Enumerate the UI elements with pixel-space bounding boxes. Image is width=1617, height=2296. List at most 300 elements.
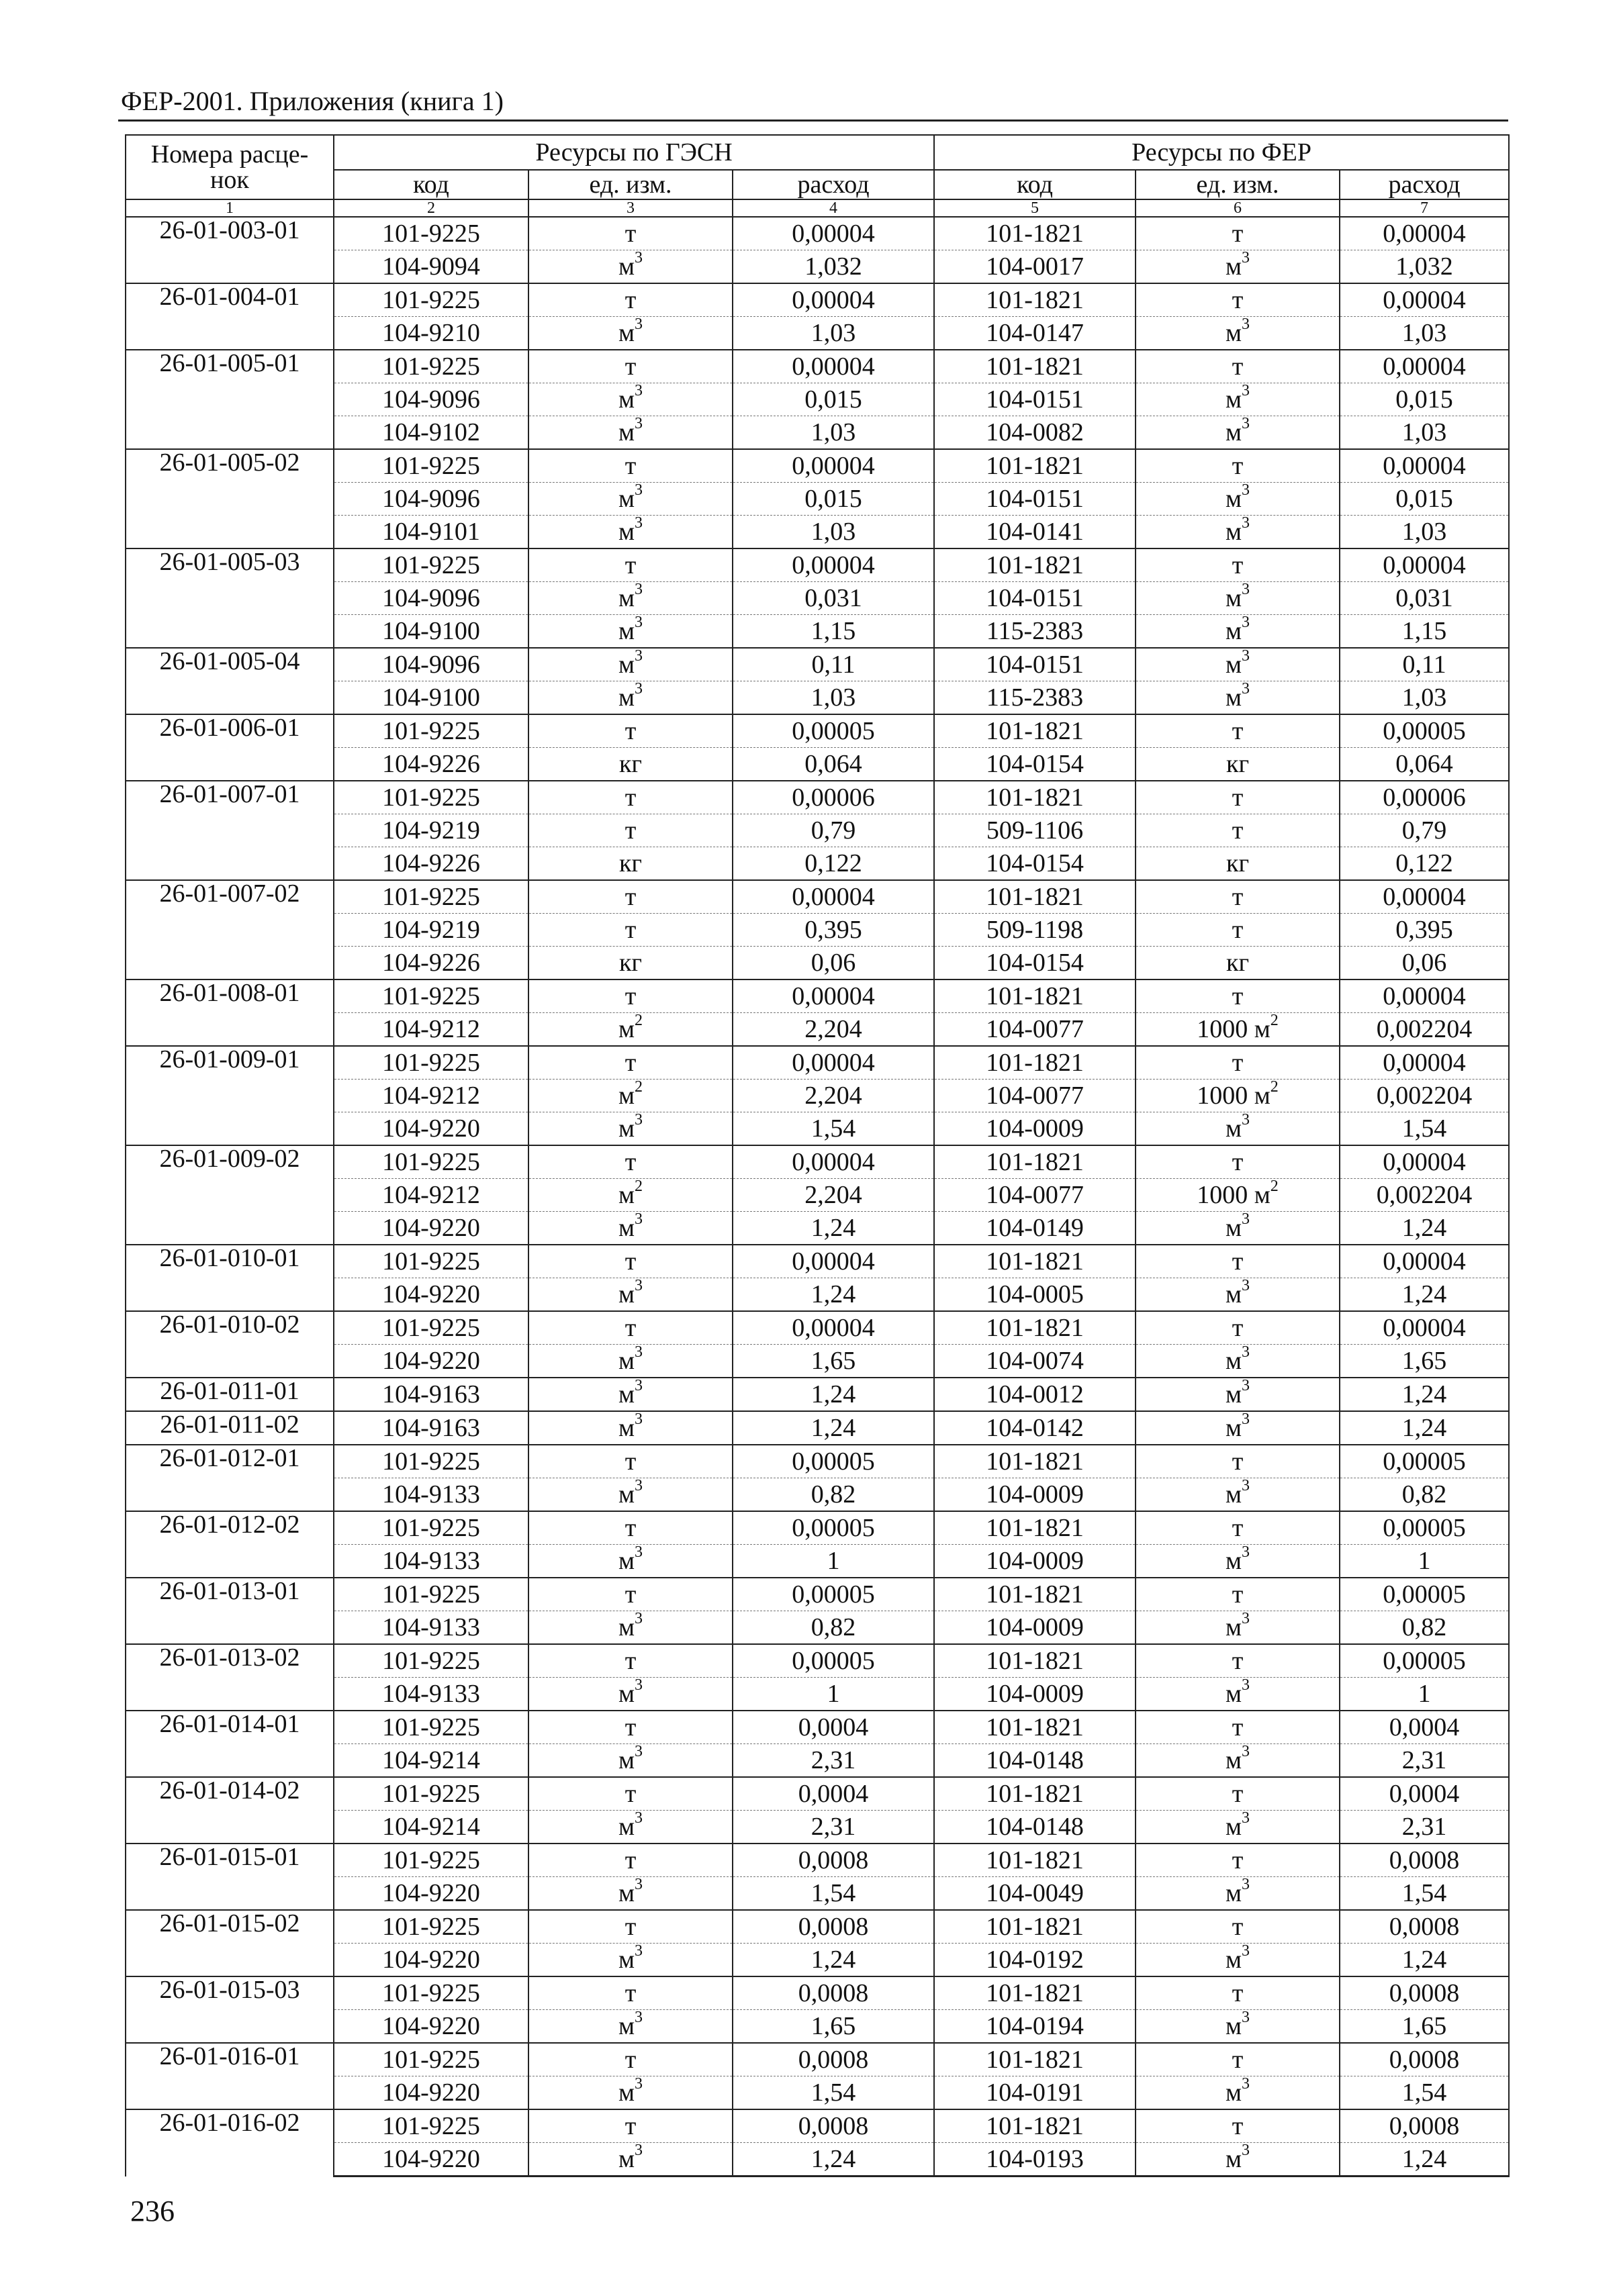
gesn-unit: т (528, 350, 733, 383)
gesn-code: 104-9226 (334, 847, 528, 881)
fer-code: 104-0151 (934, 648, 1136, 681)
fer-unit: $м^3$ (1136, 2143, 1340, 2177)
gesn-amount: 2,204 (733, 1080, 934, 1112)
gesn-code: 101-9225 (334, 1644, 528, 1678)
gesn-amount: 0,00005 (733, 714, 934, 748)
unit-exponent: 3 (1242, 2009, 1250, 2027)
fer-unit: т (1136, 1578, 1340, 1611)
fer-code: 104-0154 (934, 947, 1136, 980)
fer-code: 104-0149 (934, 1212, 1136, 1245)
fer-amount: 0,00004 (1340, 880, 1509, 914)
fer-amount: 1,24 (1340, 1411, 1509, 1445)
fer-code: 104-0151 (934, 582, 1136, 615)
gesn-code: 104-9214 (334, 1744, 528, 1778)
gesn-unit: $м^3$ (528, 1345, 733, 1378)
gesn-amount: 1,24 (733, 1378, 934, 1411)
gesn-code: 104-9133 (334, 1678, 528, 1711)
fer-amount: 0,00005 (1340, 1578, 1509, 1611)
fer-amount: 0,00004 (1340, 449, 1509, 483)
gesn-unit: т (528, 781, 733, 814)
gesn-code: 101-9225 (334, 1046, 528, 1080)
gesn-code: 104-9219 (334, 914, 528, 947)
fer-amount: 0,0008 (1340, 1910, 1509, 1944)
gesn-unit: кг (528, 947, 733, 980)
gesn-unit: кг (528, 748, 733, 781)
table-row (126, 1511, 1509, 1545)
rate-number: 26-01-004-01 (126, 283, 334, 350)
gesn-amount: 0,00004 (733, 217, 934, 250)
fer-code: 104-0154 (934, 748, 1136, 781)
unit-exponent: 3 (1242, 1478, 1250, 1495)
column-number: 3 (528, 199, 733, 217)
fer-unit: $м^3$ (1136, 1678, 1340, 1711)
fer-amount-header: расход (1340, 170, 1509, 199)
fer-code: 104-0049 (934, 1877, 1136, 1911)
table-row (126, 781, 1509, 814)
unit-exponent: 2 (635, 1178, 643, 1196)
rate-number: 26-01-010-01 (126, 1245, 334, 1311)
unit-exponent: 2 (1270, 1178, 1279, 1196)
fer-amount: 1,032 (1340, 250, 1509, 284)
gesn-unit: кг (528, 847, 733, 881)
unit-exponent: 3 (635, 648, 643, 665)
fer-unit: $м^3$ (1136, 250, 1340, 284)
gesn-amount: 0,00004 (733, 1311, 934, 1345)
rate-number: 26-01-014-02 (126, 1777, 334, 1844)
gesn-amount: 1,03 (733, 416, 934, 450)
gesn-code: 104-9096 (334, 582, 528, 615)
fer-amount: 1,54 (1340, 1877, 1509, 1911)
gesn-amount: 0,015 (733, 483, 934, 516)
fer-amount: 0,00005 (1340, 1511, 1509, 1545)
rate-number: 26-01-015-02 (126, 1910, 334, 1976)
fer-code: 101-1821 (934, 1976, 1136, 2010)
gesn-amount: 2,204 (733, 1013, 934, 1047)
fer-code: 104-0193 (934, 2143, 1136, 2177)
rate-number: 26-01-005-02 (126, 449, 334, 548)
rate-number: 26-01-016-01 (126, 2043, 334, 2109)
rate-number: 26-01-010-02 (126, 1311, 334, 1378)
gesn-amount: 1,03 (733, 516, 934, 549)
table-row (126, 1777, 1509, 1811)
gesn-code: 104-9220 (334, 1212, 528, 1245)
fer-code: 101-1821 (934, 1844, 1136, 1877)
fer-amount: 1,15 (1340, 615, 1509, 649)
gesn-unit: $м^3$ (528, 416, 733, 450)
gesn-code: 104-9212 (334, 1179, 528, 1212)
gesn-unit: $м^3$ (528, 1378, 733, 1411)
column-number: 7 (1340, 199, 1509, 217)
fer-code: 101-1821 (934, 1644, 1136, 1678)
unit-exponent: 3 (1242, 581, 1250, 599)
gesn-amount: 2,204 (733, 1179, 934, 1212)
fer-amount: 0,00004 (1340, 350, 1509, 383)
gesn-code: 104-9220 (334, 1877, 528, 1911)
gesn-unit: т (528, 814, 733, 847)
unit-exponent: 2 (635, 1079, 643, 1096)
fer-code: 101-1821 (934, 714, 1136, 748)
fer-unit: $м^3$ (1136, 1212, 1340, 1245)
gesn-unit: $м^3$ (528, 1877, 733, 1911)
gesn-amount: 1,54 (733, 1877, 934, 1911)
gesn-amount: 1,54 (733, 1112, 934, 1146)
fer-unit: кг (1136, 947, 1340, 980)
rate-number: 26-01-005-01 (126, 350, 334, 449)
fer-unit: $м^3$ (1136, 1944, 1340, 1977)
fer-code: 104-0077 (934, 1080, 1136, 1112)
gesn-unit: $м^3$ (528, 250, 733, 284)
fer-code: 101-1821 (934, 548, 1136, 582)
gesn-code: 101-9225 (334, 880, 528, 914)
fer-resources-header: Ресурсы по ФЕР (934, 135, 1509, 170)
gesn-amount: 0,031 (733, 582, 934, 615)
gesn-amount: 0,00006 (733, 781, 934, 814)
unit-exponent: 3 (1242, 1112, 1250, 1129)
unit-exponent: 3 (635, 1478, 643, 1495)
gesn-amount: 1,03 (733, 681, 934, 715)
rate-number: 26-01-007-02 (126, 880, 334, 979)
table-row (126, 1578, 1509, 1611)
fer-code: 509-1198 (934, 914, 1136, 947)
fer-amount: 0,82 (1340, 1478, 1509, 1512)
gesn-amount: 1,65 (733, 2010, 934, 2044)
gesn-code: 101-9225 (334, 283, 528, 317)
gesn-code: 104-9220 (334, 1278, 528, 1312)
gesn-unit: т (528, 1046, 733, 1080)
gesn-unit: $м^3$ (528, 1411, 733, 1445)
fer-unit: т (1136, 217, 1340, 250)
gesn-code: 101-9225 (334, 449, 528, 483)
fer-amount: 0,00004 (1340, 1145, 1509, 1179)
unit-exponent: 3 (1242, 1378, 1250, 1395)
page-header (118, 86, 1508, 122)
fer-amount: 0,00004 (1340, 1046, 1509, 1080)
unit-exponent: 3 (1242, 250, 1250, 267)
gesn-code: 104-9212 (334, 1080, 528, 1112)
fer-code: 104-0151 (934, 383, 1136, 416)
unit-exponent: 3 (1242, 383, 1250, 400)
table-row (126, 449, 1509, 483)
gesn-unit: $м^2$ (528, 1080, 733, 1112)
gesn-unit: $м^3$ (528, 1944, 733, 1977)
rate-number: 26-01-015-03 (126, 1976, 334, 2043)
gesn-code: 101-9225 (334, 714, 528, 748)
gesn-amount: 0,00004 (733, 1245, 934, 1278)
gesn-code: 104-9212 (334, 1013, 528, 1047)
table-row (126, 2043, 1509, 2076)
fer-unit: $м^3$ (1136, 1811, 1340, 1844)
fer-amount: 1,54 (1340, 1112, 1509, 1146)
unit-exponent: 3 (635, 2142, 643, 2160)
fer-code: 104-0147 (934, 317, 1136, 350)
unit-exponent: 3 (1242, 1876, 1250, 1894)
gesn-code: 101-9225 (334, 1910, 528, 1944)
gesn-code: 104-9220 (334, 2076, 528, 2110)
fer-unit-header: ед. изм. (1136, 170, 1340, 199)
fer-code: 104-0142 (934, 1411, 1136, 1445)
table-header (126, 135, 1509, 217)
gesn-amount: 0,82 (733, 1611, 934, 1645)
gesn-unit: т (528, 449, 733, 483)
gesn-code: 101-9225 (334, 1844, 528, 1877)
fer-amount: 0,00004 (1340, 548, 1509, 582)
gesn-code: 104-9102 (334, 416, 528, 450)
gesn-code: 101-9225 (334, 217, 528, 250)
unit-exponent: 3 (635, 1211, 643, 1229)
gesn-unit: т (528, 1511, 733, 1545)
fer-amount: 0,122 (1340, 847, 1509, 881)
fer-amount: 0,0008 (1340, 2109, 1509, 2143)
gesn-code: 101-9225 (334, 1445, 528, 1478)
gesn-code: 101-9225 (334, 1145, 528, 1179)
fer-amount: 0,015 (1340, 483, 1509, 516)
fer-amount: 1,24 (1340, 1212, 1509, 1245)
gesn-amount: 0,00005 (733, 1578, 934, 1611)
fer-code-header: код (934, 170, 1136, 199)
fer-amount: 0,064 (1340, 748, 1509, 781)
gesn-code: 101-9225 (334, 1976, 528, 2010)
gesn-unit-header: ед. изм. (528, 170, 733, 199)
gesn-amount: 0,00004 (733, 449, 934, 483)
fer-code: 104-0154 (934, 847, 1136, 881)
fer-unit: $м^3$ (1136, 516, 1340, 549)
fer-amount: 0,00004 (1340, 1311, 1509, 1345)
table-row (126, 648, 1509, 681)
fer-code: 101-1821 (934, 1910, 1136, 1944)
gesn-amount: 0,00005 (733, 1511, 934, 1545)
table-row (126, 1711, 1509, 1744)
fer-unit: $м^3$ (1136, 681, 1340, 715)
fer-amount: 0,0004 (1340, 1711, 1509, 1744)
fer-unit: $м^3$ (1136, 317, 1340, 350)
fer-unit: $м^3$ (1136, 383, 1340, 416)
gesn-unit: $м^2$ (528, 1013, 733, 1047)
table-row (126, 217, 1509, 250)
fer-amount: 0,002204 (1340, 1179, 1509, 1212)
gesn-unit: $м^3$ (528, 483, 733, 516)
fer-amount: 0,00005 (1340, 714, 1509, 748)
rate-number: 26-01-012-01 (126, 1445, 334, 1511)
unit-exponent: 3 (635, 581, 643, 599)
gesn-amount: 0,00004 (733, 1046, 934, 1080)
gesn-unit: т (528, 217, 733, 250)
fer-code: 104-0009 (934, 1611, 1136, 1645)
gesn-amount: 1,032 (733, 250, 934, 284)
fer-code: 101-1821 (934, 781, 1136, 814)
gesn-unit: т (528, 548, 733, 582)
gesn-unit: $м^3$ (528, 1212, 733, 1245)
gesn-amount: 1 (733, 1545, 934, 1578)
unit-exponent: 3 (1242, 681, 1250, 698)
gesn-unit: т (528, 2109, 733, 2143)
fer-unit: $м^3$ (1136, 1611, 1340, 1645)
fer-unit: $м^3$ (1136, 1345, 1340, 1378)
gesn-amount: 1,24 (733, 1212, 934, 1245)
gesn-amount: 0,00004 (733, 350, 934, 383)
gesn-resources-header: Ресурсы по ГЭСН (334, 135, 934, 170)
gesn-amount: 0,0008 (733, 1976, 934, 2010)
fer-code: 101-1821 (934, 449, 1136, 483)
table-row (126, 1311, 1509, 1345)
fer-unit: т (1136, 1976, 1340, 2010)
rate-number: 26-01-007-01 (126, 781, 334, 880)
rate-number: 26-01-009-02 (126, 1145, 334, 1245)
fer-code: 104-0194 (934, 2010, 1136, 2044)
rate-number: 26-01-005-03 (126, 548, 334, 648)
unit-exponent: 3 (635, 2009, 643, 2027)
fer-code: 104-0077 (934, 1179, 1136, 1212)
gesn-unit: т (528, 1578, 733, 1611)
fer-code: 101-1821 (934, 283, 1136, 317)
gesn-amount: 0,00005 (733, 1644, 934, 1678)
fer-amount: 0,06 (1340, 947, 1509, 980)
gesn-amount: 0,0008 (733, 2109, 934, 2143)
fer-code: 104-0148 (934, 1811, 1136, 1844)
gesn-code: 104-9220 (334, 1345, 528, 1378)
gesn-amount: 0,00005 (733, 1445, 934, 1478)
fer-unit: т (1136, 1910, 1340, 1944)
fer-code: 101-1821 (934, 1511, 1136, 1545)
gesn-unit: $м^3$ (528, 1545, 733, 1578)
fer-unit: т (1136, 814, 1340, 847)
gesn-code: 104-9133 (334, 1545, 528, 1578)
gesn-amount: 0,00004 (733, 548, 934, 582)
gesn-unit: $м^3$ (528, 648, 733, 681)
gesn-code: 104-9094 (334, 250, 528, 284)
fer-amount: 1 (1340, 1678, 1509, 1711)
gesn-unit: т (528, 1711, 733, 1744)
gesn-code: 104-9100 (334, 615, 528, 649)
gesn-code: 101-9225 (334, 1311, 528, 1345)
fer-code: 101-1821 (934, 2109, 1136, 2143)
fer-amount: 0,0008 (1340, 2043, 1509, 2076)
gesn-amount: 0,064 (733, 748, 934, 781)
gesn-code: 104-9096 (334, 383, 528, 416)
table-body (126, 217, 1509, 2177)
gesn-unit: т (528, 2043, 733, 2076)
fer-unit: $м^3$ (1136, 1545, 1340, 1578)
gesn-code: 104-9220 (334, 2143, 528, 2177)
fer-unit: т (1136, 1777, 1340, 1811)
fer-unit: 1000 $м^2$ (1136, 1179, 1340, 1212)
fer-unit: т (1136, 1245, 1340, 1278)
gesn-amount: 0,0004 (733, 1777, 934, 1811)
gesn-unit: т (528, 714, 733, 748)
gesn-amount: 0,00004 (733, 1145, 934, 1179)
fer-code: 101-1821 (934, 1311, 1136, 1345)
table-row (126, 1411, 1509, 1445)
gesn-unit: $м^3$ (528, 317, 733, 350)
fer-amount: 0,00004 (1340, 1245, 1509, 1278)
fer-code: 101-1821 (934, 1046, 1136, 1080)
gesn-unit: $м^3$ (528, 1112, 733, 1146)
fer-amount: 1,03 (1340, 317, 1509, 350)
fer-code: 104-0148 (934, 1744, 1136, 1778)
gesn-unit: $м^3$ (528, 1678, 733, 1711)
column-number: 5 (934, 199, 1136, 217)
unit-exponent: 3 (1242, 1810, 1250, 1827)
column-number: 2 (334, 199, 528, 217)
gesn-amount: 0,00004 (733, 880, 934, 914)
fer-unit: $м^3$ (1136, 2076, 1340, 2110)
fer-unit: $м^3$ (1136, 615, 1340, 649)
unit-exponent: 3 (635, 316, 643, 334)
fer-unit: т (1136, 914, 1340, 947)
gesn-code: 104-9214 (334, 1811, 528, 1844)
gesn-unit: $м^3$ (528, 1744, 733, 1778)
fer-code: 509-1106 (934, 814, 1136, 847)
rate-number: 26-01-008-01 (126, 979, 334, 1046)
gesn-code: 104-9226 (334, 947, 528, 980)
gesn-code: 104-9133 (334, 1478, 528, 1512)
unit-exponent: 3 (1242, 1211, 1250, 1229)
fer-amount: 0,00004 (1340, 283, 1509, 317)
gesn-unit: т (528, 880, 733, 914)
gesn-code: 104-9096 (334, 483, 528, 516)
unit-exponent: 3 (635, 482, 643, 499)
gesn-unit: т (528, 1644, 733, 1678)
fer-code: 101-1821 (934, 1245, 1136, 1278)
fer-code: 115-2383 (934, 615, 1136, 649)
gesn-amount: 0,11 (733, 648, 934, 681)
fer-code: 104-0017 (934, 250, 1136, 284)
fer-code: 104-0082 (934, 416, 1136, 450)
unit-exponent: 3 (635, 1411, 643, 1429)
fer-unit: т (1136, 350, 1340, 383)
fer-code: 115-2383 (934, 681, 1136, 715)
gesn-code: 101-9225 (334, 1777, 528, 1811)
fer-amount: 0,00006 (1340, 781, 1509, 814)
fer-unit: кг (1136, 847, 1340, 881)
fer-amount: 0,0004 (1340, 1777, 1509, 1811)
gesn-code: 104-9096 (334, 648, 528, 681)
unit-exponent: 3 (1242, 648, 1250, 665)
gesn-amount: 0,0008 (733, 1844, 934, 1877)
gesn-amount: 1,03 (733, 317, 934, 350)
unit-exponent: 2 (635, 1012, 643, 1030)
rate-number: 26-01-014-01 (126, 1711, 334, 1777)
fer-code: 101-1821 (934, 1145, 1136, 1179)
fer-code: 101-1821 (934, 1445, 1136, 1478)
gesn-amount: 0,395 (733, 914, 934, 947)
table-row (126, 1976, 1509, 2010)
gesn-code: 104-9163 (334, 1411, 528, 1445)
fer-code: 104-0009 (934, 1478, 1136, 1512)
gesn-unit: $м^3$ (528, 582, 733, 615)
gesn-code: 104-9100 (334, 681, 528, 715)
fer-amount: 0,11 (1340, 648, 1509, 681)
table-row (126, 1145, 1509, 1179)
gesn-code: 101-9225 (334, 1245, 528, 1278)
gesn-code: 101-9225 (334, 350, 528, 383)
gesn-unit: $м^2$ (528, 1179, 733, 1212)
gesn-unit: $м^3$ (528, 1611, 733, 1645)
fer-code: 101-1821 (934, 979, 1136, 1013)
fer-unit: т (1136, 781, 1340, 814)
unit-exponent: 3 (635, 1611, 643, 1628)
gesn-unit: т (528, 1311, 733, 1345)
fer-unit: $м^3$ (1136, 648, 1340, 681)
gesn-unit: т (528, 283, 733, 317)
rate-number: 26-01-009-01 (126, 1046, 334, 1145)
fer-unit: т (1136, 1511, 1340, 1545)
gesn-code: 101-9225 (334, 2043, 528, 2076)
gesn-unit: т (528, 1145, 733, 1179)
fer-amount: 1,54 (1340, 2076, 1509, 2110)
column-number: 6 (1136, 199, 1340, 217)
table-row (126, 548, 1509, 582)
gesn-amount: 0,0008 (733, 2043, 934, 2076)
